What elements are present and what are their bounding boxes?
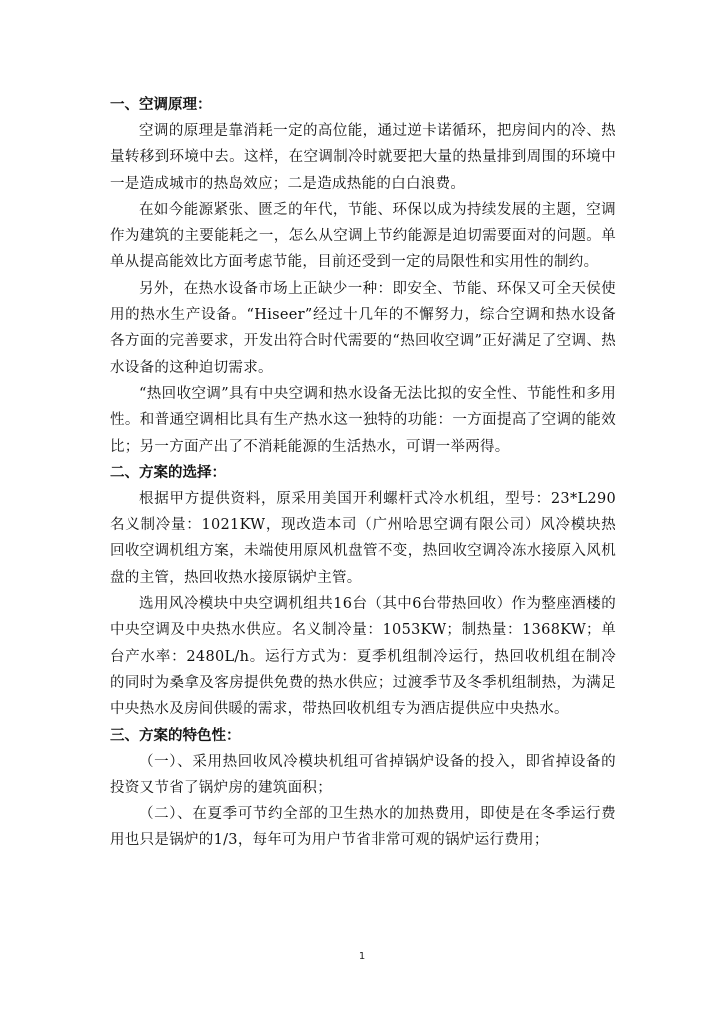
section-plan-features: [110, 723, 616, 854]
paragraph: （一）、采用热回收风冷模块机组可省掉锅炉设备的投入，即省掉设备的投资又节省了锅炉房的建筑面积；: [110, 753, 616, 796]
document-page: [110, 92, 616, 854]
section-heading: 三、方案的特色性：: [110, 727, 241, 744]
paragraph: 选用风冷模块中央空调机组共16台（其中6台带热回收）作为整座酒楼的中央空调及中央热水供应。名义制冷量：1053KW；制热量：1368KW；单台产水率：2480L/h。运行方式为：夏季机组制冷运行，热回收机组在制冷的同时为桑拿及客房提供免费的热水供应；过渡季节及冬季机组制热，为满足中央热水及房间供暖的需求，带热回收机组专为酒店提供应中央热水。: [110, 596, 616, 718]
paragraph: “热回收空调”具有中央空调和热水设备无法比拟的安全性、节能性和多用性。和普通空调相比具有生产热水这一独特的功能：一方面提高了空调的能效比；另一方面产出了不消耗能源的生活热水，可谓一举两得。: [110, 385, 616, 455]
section-heading: 一、空调原理：: [110, 97, 212, 113]
page-number: 1: [358, 951, 366, 962]
section-plan-selection: [110, 460, 616, 723]
paragraph: 空调的原理是靠消耗一定的高位能，通过逆卡诺循环，把房间内的冷、热量转移到环境中去。这样，在空调制冷时就要把大量的热量排到周围的环境中一是造成城市的热岛效应；二是造成热能的白白浪费。: [110, 123, 616, 192]
section-heading: 二、方案的选择：: [110, 464, 226, 481]
section-principle: [110, 92, 616, 460]
paragraph: 在如今能源紧张、匮乏的年代，节能、环保以成为持续发展的主题，空调作为建筑的主要能耗之一，怎么从空调上节约能源是迫切需要面对的问题。单单从提高能效比方面考虑节能，目前还受到一定的局限性和实用性的制约。: [110, 201, 616, 271]
paragraph: 根据甲方提供资料，原采用美国开利螺杆式冷水机组，型号：23*L290 名义制冷量：1021KW，现改造本司（广州哈思空调有限公司）风冷模块热回收空调机组方案，未端使用原风机盘管不变，热回收空调冷冻水接原入风机盘的主管，热回收热水接原锅炉主管。: [110, 490, 616, 586]
paragraph: 另外，在热水设备市场上正缺少一种：即安全、节能、环保又可全天侯使用的热水生产设备。“Hiseer”经过十几年的不懈努力，综合空调和热水设备各方面的完善要求，开发出符合时代需要的“热回收空调”正好满足了空调、热水设备的这种迫切需求。: [110, 280, 616, 376]
paragraph: （二）、在夏季可节约全部的卫生热水的加热费用，即使是在冬季运行费用也只是锅炉的1/3，每年可为用户节省非常可观的锅炉运行费用；: [110, 806, 616, 849]
